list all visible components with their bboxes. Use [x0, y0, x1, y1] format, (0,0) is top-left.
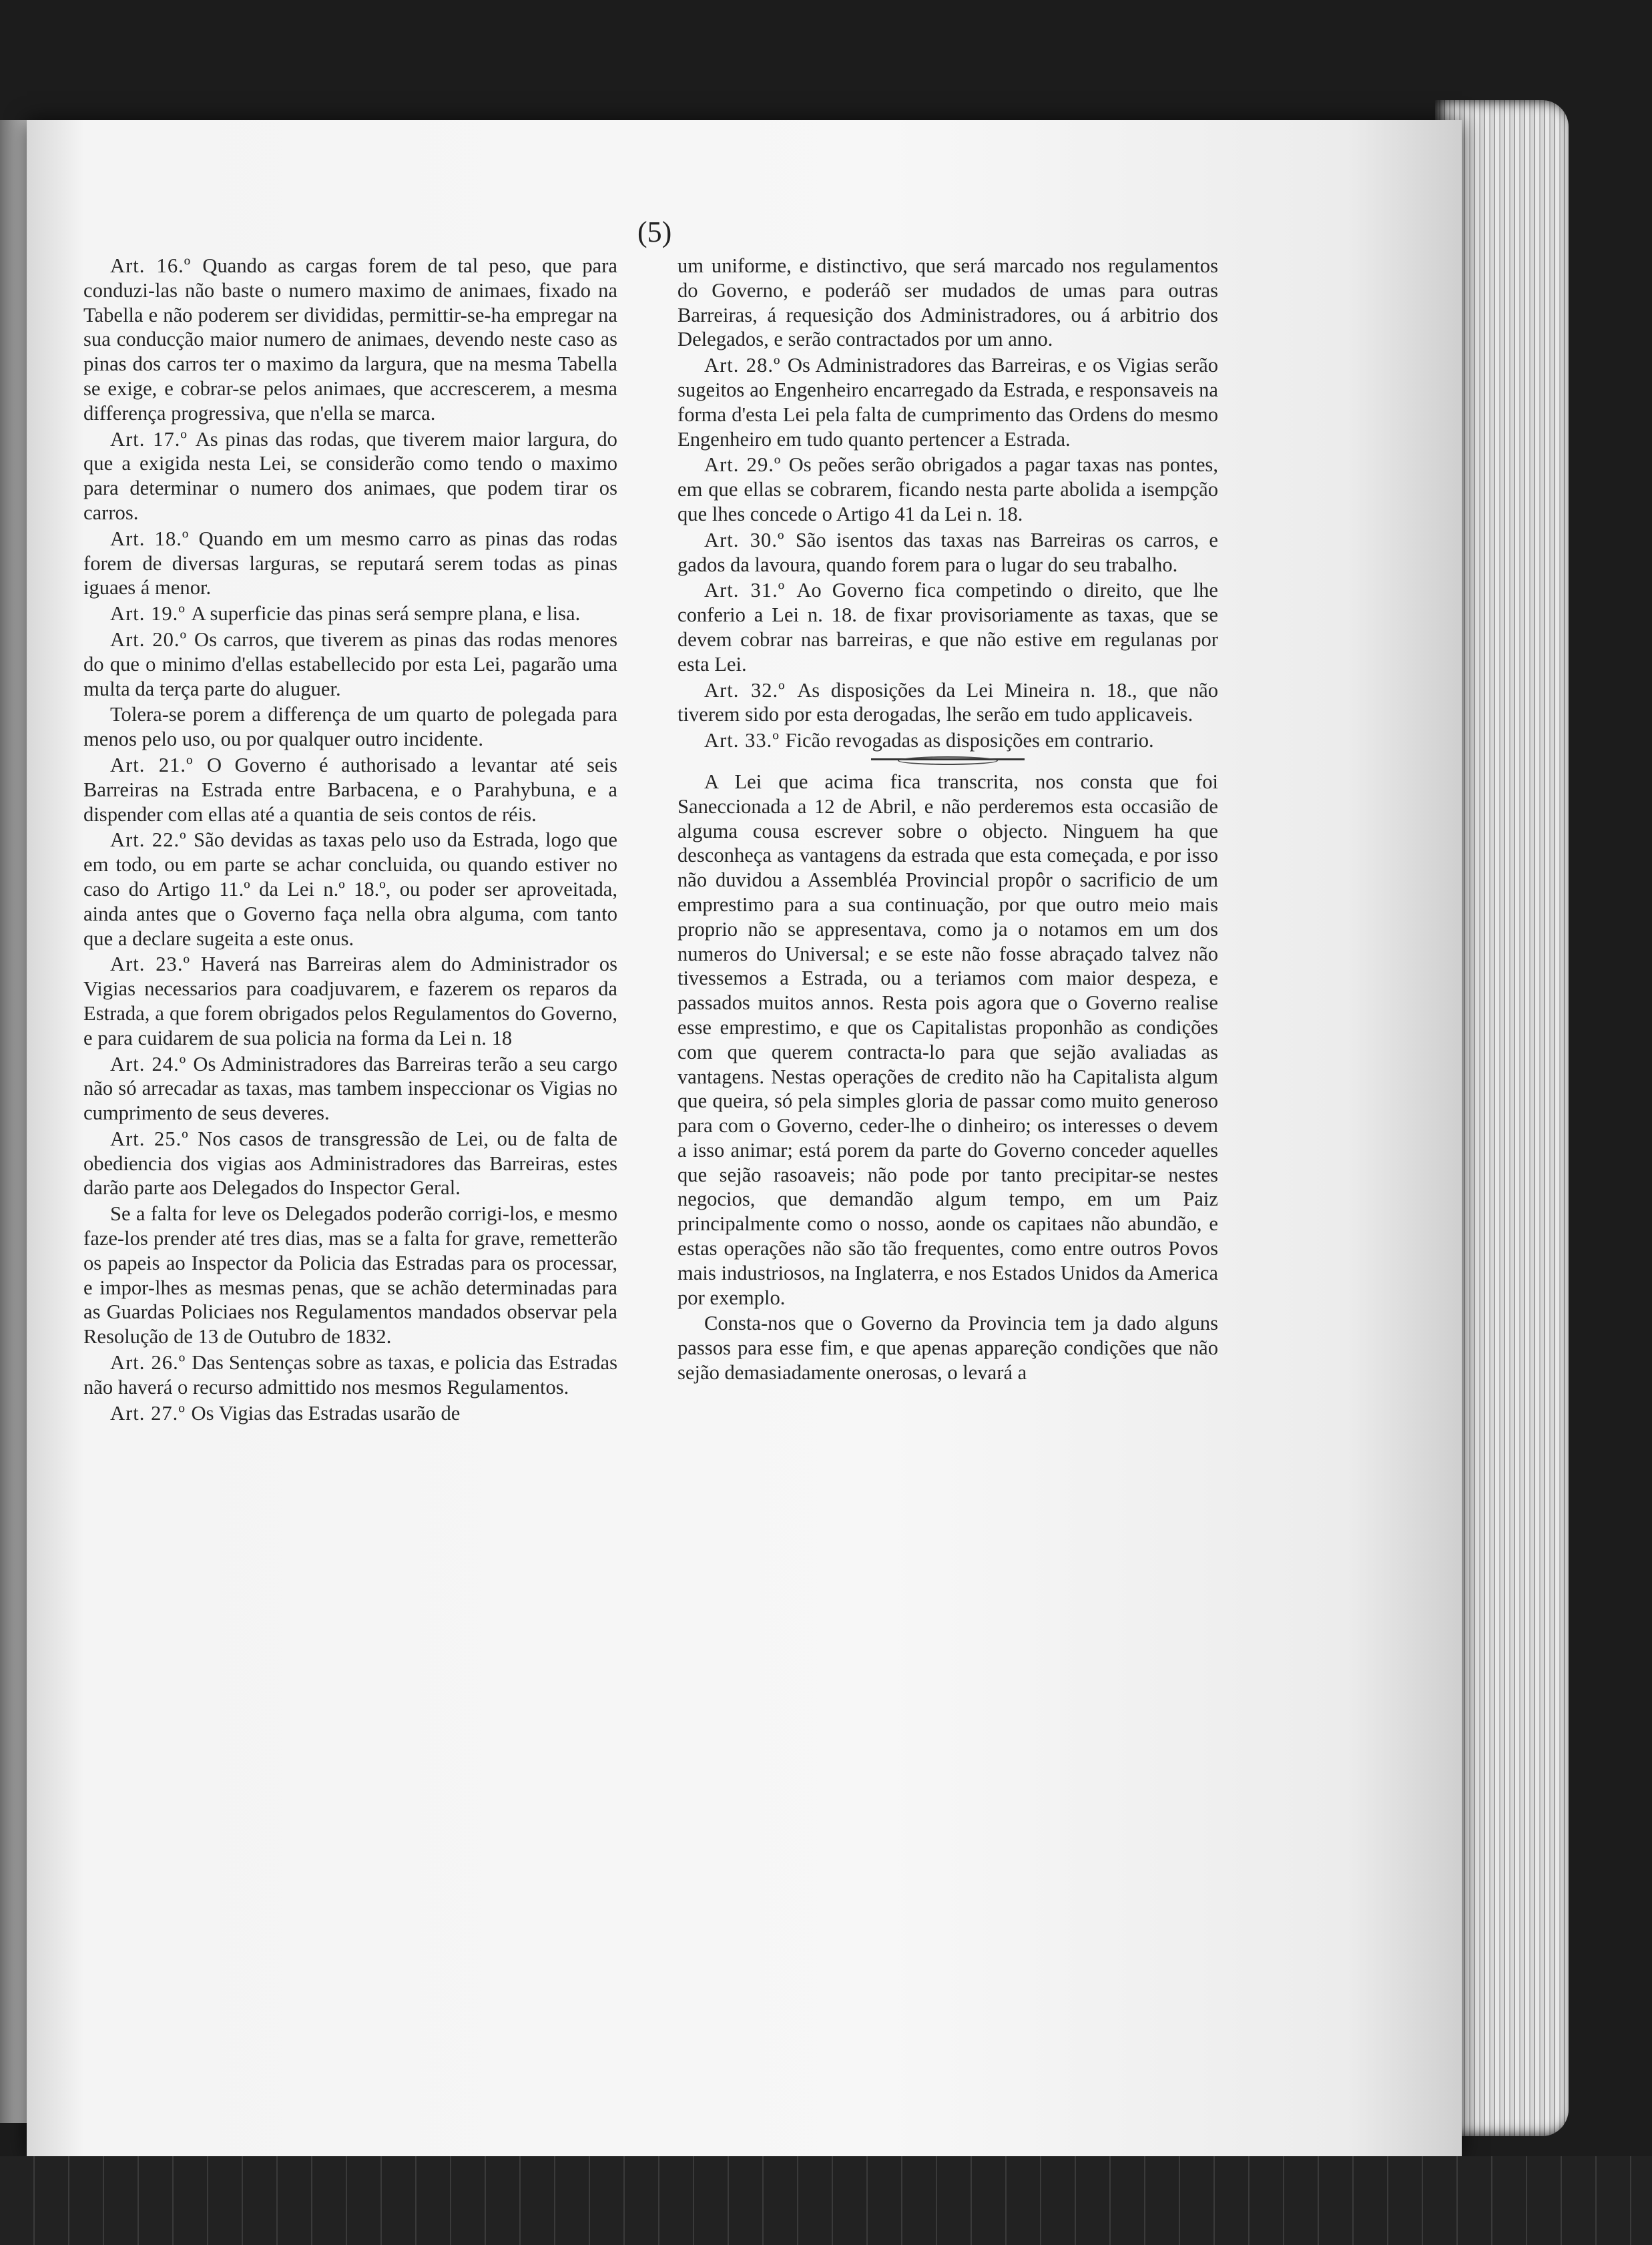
article-paragraph: [677, 254, 1218, 352]
article-paragraph: [677, 528, 1218, 577]
article-text: Quando em um mesmo carro as pinas das rodas forem de diversas larguras, se reputará serem todas as pinas iguaes á menor.: [83, 527, 617, 599]
article-paragraph: [677, 578, 1218, 676]
article-text: Os Administradores das Barreiras, e os Vigias serão sugeitos ao Engenheiro encarregado da Estrada, e responsaveis na forma d'esta Lei pela falta de cumprimento das Ordens do mesmo Engenheiro em tudo quanto pertencer a Estrada.: [677, 354, 1218, 451]
article-text: As pinas das rodas, que tiverem maior largura, do que a exigida nesta Lei, se considerão como tendo o maximo para determinar o numero dos animaes, que podem tirar os carros.: [83, 427, 617, 524]
article-number: Art. 33.º: [704, 729, 786, 752]
article-number: Art. 21.º: [110, 753, 207, 776]
article-text: Das Sentenças sobre as taxas, e policia das Estradas não haverá o recurso admittido nos mesmos Regulamentos.: [83, 1351, 617, 1399]
article-paragraph: [83, 254, 617, 426]
article-paragraph: [83, 1127, 617, 1200]
article-text: A superficie das pinas será sempre plana, e lisa.: [191, 602, 581, 626]
article-paragraph: [83, 1401, 617, 1426]
commentary: [677, 770, 1218, 1385]
article-paragraph: [83, 628, 617, 701]
article-number: Art. 30.º: [704, 528, 796, 551]
article-text: São devidas as taxas pelo uso da Estrada, logo que em todo, ou em parte se achar concluida, ou quando estiver no caso do Artigo 11.º da Lei n.º 18.º, ou poder ser aproveitada, ainda antes que o Governo faça nella obra alguma, com tanto que a declare sugeita a este onus.: [83, 828, 617, 950]
article-number: Art. 32.º: [704, 678, 798, 702]
article-paragraph: [677, 453, 1218, 526]
article-number: Art. 27.º: [110, 1401, 192, 1425]
commentary-paragraph: A Lei que acima fica transcrita, nos consta que foi Saneccionada a 12 de Abril, e não perderemos esta occasião de alguma cousa escrever sobre o objecto. Ninguem ha que desconheça as vantagens da estrada que esta começada, e por isso não duvidou a Assembléa Provincial propôr o sacrificio de um emprestimo para a sua continuação, por que outro meio mais proprio não se appresentava, como ja o notamos em um dos numeros do Universal; e se este não fosse abraçado talvez não tivessemos a Estrada, ou a teriamos com maior despeza, e passados muitos annos. Resta pois agora que o Governo realise esse emprestimo, e que os Capitalistas proponhão as condições com que querem contracta-lo para que sejão avaliadas as vantagens. Nestas operações de credito não ha Capitalista algum que queira, só pela simples gloria de passar como muito generoso para com o Governo, ceder-lhe o dinheiro; os interesses o devem a isso animar; está porem da parte do Governo conceder aquelles que sejão rasoaveis; não pode por tanto precipitar-se nestes negocios, que demandão algum tempo, em um Paiz principalmente como o nosso, aonde os capitaes não abundão, e estas operações não são tão frequentes, como entre outros Povos mais industriosos, na Inglaterra, e nos Estados Unidos da America por exemplo.: [677, 770, 1218, 1309]
section-separator: [871, 758, 1025, 760]
article-text: As disposições da Lei Mineira n. 18., que não tiverem sido por esta derogadas, lhe serão em tudo applicaveis.: [677, 678, 1218, 726]
article-paragraph: [83, 828, 617, 951]
article-number: Art. 20.º: [110, 628, 194, 651]
article-text: Os Vigias das Estradas usarão de: [191, 1401, 461, 1425]
article-number: Art. 18.º: [110, 527, 199, 550]
article-number: Art. 19.º: [110, 602, 192, 626]
article-text: Os peões serão obrigados a pagar taxas nas pontes, em que ellas se cobrarem, ficando nesta parte abolida a isempção que lhes concede o Artigo 41 da Lei n. 18.: [677, 453, 1218, 525]
article-text: Ficão revogadas as disposições em contrario.: [785, 729, 1154, 752]
article-paragraph: [677, 353, 1218, 451]
article-number: Art. 16.º: [110, 254, 203, 277]
right-column: [677, 254, 1218, 1387]
article-text: O Governo é authorisado a levantar até seis Barreiras na Estrada entre Barbacena, e o Parahybuna, e a dispender com ellas até a quantia de seis contos de réis.: [83, 753, 617, 826]
article-paragraph: [83, 702, 617, 752]
article-text: Tolera-se porem a differença de um quarto de polegada para menos pelo uso, ou por qualquer outro incidente.: [83, 703, 617, 751]
commentary-paragraph: Consta-nos que o Governo da Provincia tem ja dado alguns passos para esse fim, e que apenas appareção condições que não sejão demasiadamente onerosas, o levará a: [677, 1312, 1218, 1385]
article-paragraph: [83, 952, 617, 1050]
scanner-bed: [0, 2156, 1652, 2245]
previous-page-edge: [0, 120, 30, 2123]
article-number: Art. 28.º: [704, 354, 788, 377]
article-paragraph: [83, 601, 617, 626]
article-text: Ao Governo fica competindo o direito, que lhe conferio a Lei n. 18. de fixar provisoriamente as taxas, que se devem cobrar nas barreiras, e que não estive em regulanas por esta Lei.: [677, 579, 1218, 676]
article-paragraph: [677, 678, 1218, 728]
article-number: Art. 26.º: [110, 1351, 192, 1375]
article-number: Art. 23.º: [110, 953, 201, 976]
article-text: Haverá nas Barreiras alem do Administrador os Vigias necessarios para coadjuvarem, e fazerem os reparos da Estrada, a que forem obrigados pelos Regulamentos do Governo, e para cuidarem de sua policia na forma da Lei n. 18: [83, 953, 617, 1049]
right-articles: [677, 254, 1218, 753]
article-paragraph: [83, 1052, 617, 1126]
article-number: Art. 17.º: [110, 427, 196, 451]
article-number: Art. 29.º: [704, 453, 789, 477]
page-number: (5): [637, 216, 672, 248]
article-text: Quando as cargas forem de tal peso, que para conduzi-las não baste o numero maximo de animaes, fixado na Tabella e não poderem ser divididas, permittir-se-ha empregar na sua conducção maior numero de animaes, devendo neste caso as pinas dos carros ter o maximo da largura, que na mesma Tabella se exige, e cobrar-se pelos animaes, que accrescerem, a mesma differença progressiva, que n'ella se marca.: [83, 254, 617, 425]
article-text: Os carros, que tiverem as pinas das rodas menores do que o minimo d'ellas estabellecido por esta Lei, pagarão uma multa da terça parte do aluguer.: [83, 628, 617, 700]
article-text: um uniforme, e distinctivo, que será marcado nos regulamentos do Governo, e poderáõ ser mudados de umas para outras Barreiras, á requesição dos Administradores, ou á arbitrio dos Delegados, e serão contractados por um anno.: [677, 254, 1218, 351]
article-text: Nos casos de transgressão de Lei, ou de falta de obediencia dos vigias aos Administradores das Barreiras, estes darão parte aos Delegados do Inspector Geral.: [83, 1127, 617, 1200]
article-text: Se a falta for leve os Delegados poderão corrigi-los, e mesmo faze-los prender até tres dias, mas se a falta for grave, remetterão os papeis ao Inspector da Policia das Estradas para os processar, e impor-lhes as mesmas penas, que se achão determinadas para as Guardas Policiaes nos Regulamentos mandados observar pela Resolução de 13 de Outubro de 1832.: [83, 1202, 617, 1348]
article-paragraph: [83, 1350, 617, 1400]
article-paragraph: [677, 728, 1218, 753]
left-column: [83, 254, 617, 1427]
article-text: Os Administradores das Barreiras terão a seu cargo não só arrecadar as taxas, mas tambem inspeccionar os Vigias no cumprimento de seus deveres.: [83, 1052, 617, 1125]
article-paragraph: [83, 1202, 617, 1349]
article-number: Art. 22.º: [110, 828, 194, 852]
article-paragraph: [83, 527, 617, 600]
article-paragraph: [83, 753, 617, 826]
article-paragraph: [83, 427, 617, 525]
article-number: Art. 24.º: [110, 1052, 194, 1075]
article-number: Art. 25.º: [110, 1127, 198, 1150]
article-text: São isentos das taxas nas Barreiras os carros, e gados da lavoura, quando forem para o lugar do seu trabalho.: [677, 528, 1218, 576]
article-number: Art. 31.º: [704, 579, 797, 602]
